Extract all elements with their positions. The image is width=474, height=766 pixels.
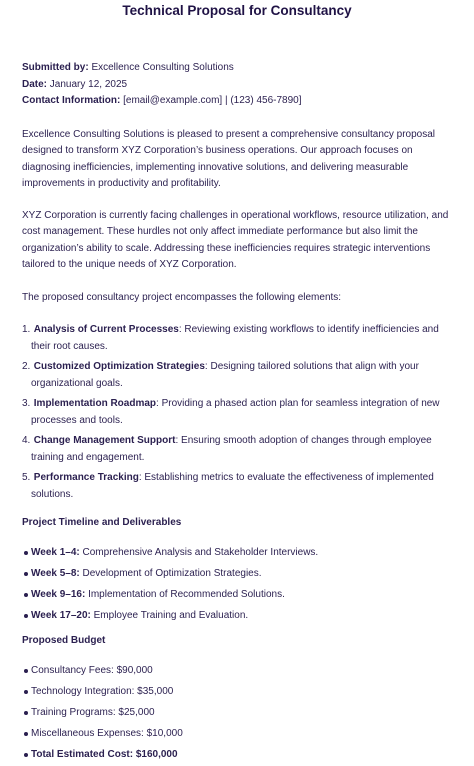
list-item: Week 17–20: Employee Training and Evaluation.	[31, 608, 452, 624]
list-item: 1. Analysis of Current Processes: Reviewing existing workflows to identify inefficiencies and their root causes.	[22, 324, 439, 352]
list-item: Miscellaneous Expenses: $10,000	[31, 726, 452, 742]
budget-heading: Proposed Budget	[22, 635, 106, 646]
timeline-heading: Project Timeline and Deliverables	[22, 517, 182, 528]
project-elements-list	[22, 322, 452, 503]
list-item: 4. Change Management Support: Ensuring smooth adoption of changes through employee training and engagement.	[22, 435, 432, 463]
list-item: Week 1–4: Comprehensive Analysis and Stakeholder Interviews.	[31, 545, 452, 561]
challenges-paragraph: XYZ Corporation is currently facing challenges in operational workflows, resource utilization, and cost management. These hurdles not only affect immediate performance but also limit the organization’s ability to scale. Addressing these inefficiencies requires strategic interventions tailored to the unique needs of XYZ Corporation.	[22, 209, 449, 270]
submitted-by-line	[22, 60, 452, 77]
list-item: 3. Implementation Roadmap: Providing a phased action plan for seamless integration of new processes and tools.	[22, 398, 440, 426]
contact-line	[22, 93, 452, 110]
list-item: 5. Performance Tracking: Establishing metrics to evaluate the effectiveness of implemented solutions.	[22, 472, 434, 500]
date-line	[22, 77, 452, 94]
document-title: Technical Proposal for Consultancy	[122, 3, 352, 18]
list-item: Week 5–8: Development of Optimization Strategies.	[31, 566, 452, 582]
date-value: January 12, 2025	[47, 78, 128, 90]
scope-intro-paragraph: The proposed consultancy project encompasses the following elements:	[22, 291, 342, 303]
list-item: Training Programs: $25,000	[31, 705, 452, 721]
list-item: 2. Customized Optimization Strategies: Designing tailored solutions that align with your organizational goals.	[22, 361, 419, 389]
submission-details	[22, 60, 452, 110]
submitted-by-value: Excellence Consulting Solutions	[88, 62, 234, 73]
list-item: Technology Integration: $35,000	[31, 684, 452, 700]
timeline-list	[22, 545, 452, 624]
list-item: Consultancy Fees: $90,000	[31, 663, 452, 679]
list-item: Week 9–16: Implementation of Recommended Solutions.	[31, 587, 452, 603]
budget-total: Total Estimated Cost: $160,000	[31, 747, 452, 763]
date-label: Date:	[22, 78, 48, 90]
intro-paragraph: Excellence Consulting Solutions is pleased to present a comprehensive consultancy proposal designed to transform XYZ Corporation’s business operations. Our approach focuses on diagnosing inefficiencies, implementing innovative solutions, and delivering measurable improvements in productivity and profitability.	[22, 128, 436, 189]
contact-label: Contact Information:	[22, 95, 121, 106]
submitted-by-label: Submitted by:	[22, 62, 89, 73]
budget-list	[22, 663, 452, 763]
contact-value: [email@example.com] | (123) 456-7890]	[120, 95, 302, 106]
